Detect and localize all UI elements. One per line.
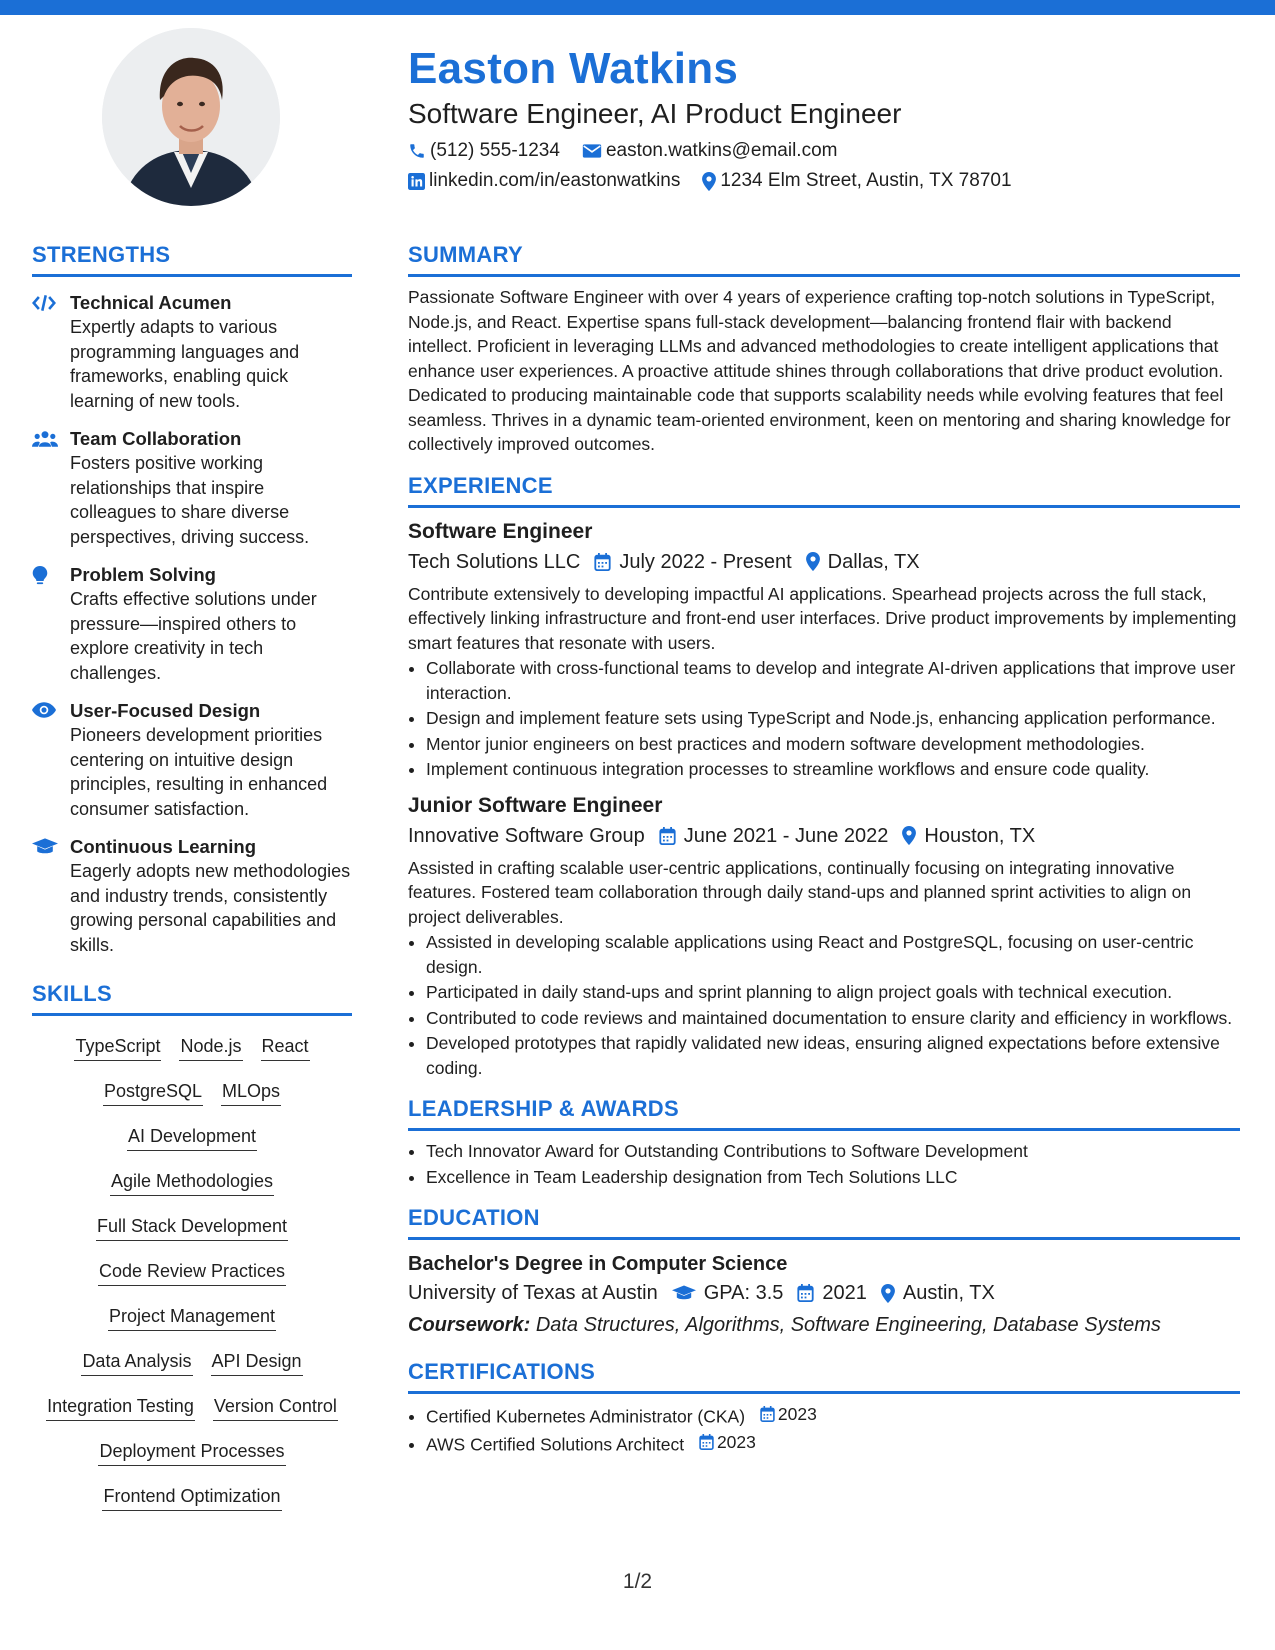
job-location: Dallas, TX [827, 550, 920, 573]
strength-title: Problem Solving [70, 564, 216, 585]
calendar-icon [797, 1284, 814, 1302]
calendar-icon [699, 1434, 714, 1450]
school-name: University of Texas at Austin [408, 1282, 658, 1304]
job-location: Houston, TX [924, 824, 1036, 847]
job-bullets [408, 930, 1240, 1080]
education-section [408, 1203, 1240, 1339]
skill-tag: Code Review Practices [98, 1259, 286, 1286]
summary-section [408, 240, 1240, 457]
map-pin-icon [702, 172, 716, 191]
skill-tag: PostgreSQL [103, 1079, 203, 1106]
email-text: easton.watkins@email.com [605, 140, 838, 161]
certifications-section [408, 1357, 1240, 1457]
strength-title: Continuous Learning [70, 836, 257, 857]
skill-tag: Node.js [179, 1034, 242, 1061]
job-company: Tech Solutions LLC [408, 550, 581, 573]
education-heading: EDUCATION [408, 1203, 1240, 1240]
strength-item [32, 291, 352, 413]
skill-tag: Version Control [213, 1394, 338, 1421]
job-bullets [408, 656, 1240, 782]
certification-item [426, 1430, 1240, 1457]
skill-tag: Integration Testing [46, 1394, 195, 1421]
strength-desc: Eagerly adopts new methodologies and industry trends, consistently growing personal capabilities and skills. [70, 861, 351, 955]
experience-heading: EXPERIENCE [408, 471, 1240, 508]
candidate-role: Software Engineer, AI Product Engineer [408, 98, 902, 129]
calendar-icon [659, 827, 676, 845]
award-item: • Excellence in Team Leadership designation from Tech Solutions LLC [426, 1165, 1240, 1190]
strength-title: Technical Acumen [70, 292, 232, 313]
skills-list [32, 1034, 352, 1512]
job-description: Contribute extensively to developing impactful AI applications. Spearhead projects across the full stack, effectively linking infrastructure and front-end user interfaces. Drive product improvements by implementing smart features that resonate with users. [408, 583, 1237, 653]
address-contact [702, 168, 1011, 194]
phone-text: (512) 555-1234 [430, 140, 560, 161]
candidate-name: Easton Watkins [408, 44, 739, 93]
summary-heading: SUMMARY [408, 240, 1240, 277]
gpa: GPA: 3.5 [703, 1282, 784, 1304]
strength-item [32, 835, 352, 957]
skill-tag: API Design [211, 1349, 303, 1376]
code-icon [32, 294, 56, 312]
skill-tag: MLOps [221, 1079, 281, 1106]
coursework [408, 1311, 1240, 1339]
linkedin-icon [408, 173, 425, 190]
job-entry [408, 792, 1240, 1081]
phone-contact[interactable] [408, 138, 560, 164]
strength-desc: Fosters positive working relationships that inspire colleagues to share diverse perspectives, driving success. [70, 453, 310, 547]
graduation-cap-icon [672, 1285, 696, 1302]
strength-title: User-Focused Design [70, 700, 261, 721]
job-bullet: • Mentor junior engineers on best practices and modern software development methodologies. [426, 732, 1240, 757]
skill-tag: Project Management [108, 1304, 276, 1331]
map-pin-icon [881, 1284, 895, 1303]
phone-icon [408, 142, 426, 160]
certifications-heading: CERTIFICATIONS [408, 1357, 1240, 1394]
certification-item [426, 1402, 1240, 1429]
address-text: 1234 Elm Street, Austin, TX 78701 [720, 170, 1012, 191]
job-bullet: • Implement continuous integration processes to streamline workflows and ensure code quality. [426, 757, 1240, 782]
skill-tag: TypeScript [74, 1034, 161, 1061]
award-item: • Tech Innovator Award for Outstanding Contributions to Software Development [426, 1139, 1240, 1164]
job-bullet: • Design and implement feature sets using TypeScript and Node.js, enhancing application performance. [426, 706, 1240, 731]
coursework-list: Data Structures, Algorithms, Software Engineering, Database Systems [535, 1314, 1161, 1336]
map-pin-icon [806, 552, 820, 571]
certifications-list [408, 1402, 1240, 1457]
job-dates: July 2022 - Present [619, 550, 792, 573]
leadership-section [408, 1094, 1240, 1189]
leadership-heading: LEADERSHIP & AWARDS [408, 1094, 1240, 1131]
strength-item [32, 427, 352, 549]
job-bullet: • Participated in daily stand-ups and sprint planning to align project goals with technical execution. [426, 980, 1240, 1005]
profile-photo [102, 28, 280, 206]
job-bullet: • Assisted in developing scalable applications using React and PostgreSQL, focusing on user-centric design. [426, 930, 1240, 979]
skill-tag: Frontend Optimization [102, 1484, 281, 1511]
page-indicator: 1/2 [622, 1570, 653, 1593]
linkedin-text: linkedin.com/in/eastonwatkins [429, 170, 681, 191]
skill-tag: Full Stack Development [96, 1214, 288, 1241]
strength-item [32, 563, 352, 685]
calendar-icon [594, 553, 611, 571]
skill-tag: Deployment Processes [98, 1439, 285, 1466]
job-company: Innovative Software Group [408, 824, 645, 847]
certification-year: 2023 [716, 1431, 756, 1452]
strength-desc: Crafts effective solutions under pressure—inspired others to explore creativity in tech challenges. [70, 589, 317, 683]
leadership-list [408, 1139, 1240, 1189]
users-icon [32, 430, 58, 448]
linkedin-contact[interactable] [408, 168, 680, 194]
job-dates: June 2021 - June 2022 [683, 824, 889, 847]
calendar-icon [760, 1406, 775, 1422]
envelope-icon [582, 143, 602, 159]
graduation-cap-icon [32, 838, 58, 856]
skill-tag: Data Analysis [81, 1349, 192, 1376]
job-description: Assisted in crafting scalable user-centric applications, continually focusing on integrating innovative features. Fostered team collaboration through daily stand-ups and planned sprint activities to align on project deliverables. [408, 857, 1192, 927]
strength-item [32, 699, 352, 821]
map-pin-icon [902, 826, 916, 845]
eye-icon [32, 702, 56, 718]
strengths-heading: STRENGTHS [32, 240, 352, 277]
skill-tag: AI Development [127, 1124, 257, 1151]
job-bullet: • Developed prototypes that rapidly validated new ideas, ensuring aligned expectations before extensive coding. [426, 1031, 1240, 1080]
certification-name: AWS Certified Solutions Architect [426, 1434, 685, 1454]
job-title: Software Engineer [408, 519, 593, 543]
email-contact[interactable] [582, 138, 838, 164]
certification-name: Certified Kubernetes Administrator (CKA) [426, 1406, 746, 1427]
job-bullet: • Contributed to code reviews and maintained documentation to ensure clarity and efficiency in workflows. [426, 1006, 1240, 1031]
school-location: Austin, TX [902, 1282, 995, 1304]
lightbulb-icon [32, 566, 48, 586]
strength-desc: Expertly adapts to various programming languages and frameworks, enabling quick learning of new tools. [70, 317, 300, 411]
job-title: Junior Software Engineer [408, 793, 663, 817]
skill-tag: React [261, 1034, 310, 1061]
job-entry [408, 518, 1240, 782]
summary-text: Passionate Software Engineer with over 4 years of experience crafting top-notch solutions in TypeScript, Node.js, and React. Expertise spans full-stack development—balancing frontend flair with backend intellect. Proficient in leveraging LLMs and advanced methodologies to create intelligent applications that enhance user experiences. A proactive attitude shines through collaborations that drive product evolution. Dedicated to producing maintainable code that supports scalability needs while evolving features that feel seamless. Thrives in a dynamic team-oriented environment, keen on mentoring and sharing knowledge for collectively improved outcomes. [408, 287, 1231, 454]
skill-tag: Agile Methodologies [110, 1169, 274, 1196]
graduation-year: 2021 [822, 1282, 867, 1304]
top-accent-bar [0, 0, 1275, 15]
strength-title: Team Collaboration [70, 428, 242, 449]
certification-year: 2023 [777, 1404, 817, 1424]
job-bullet: • Collaborate with cross-functional teams to develop and integrate AI-driven applications that improve user interaction. [426, 656, 1240, 705]
coursework-label: Coursework: [408, 1314, 531, 1336]
experience-section [408, 471, 1240, 1081]
skills-heading: SKILLS [32, 979, 352, 1016]
degree-title: Bachelor's Degree in Computer Science [408, 1253, 788, 1275]
strength-desc: Pioneers development priorities centering on intuitive design principles, resulting in enhanced consumer satisfaction. [70, 725, 328, 819]
